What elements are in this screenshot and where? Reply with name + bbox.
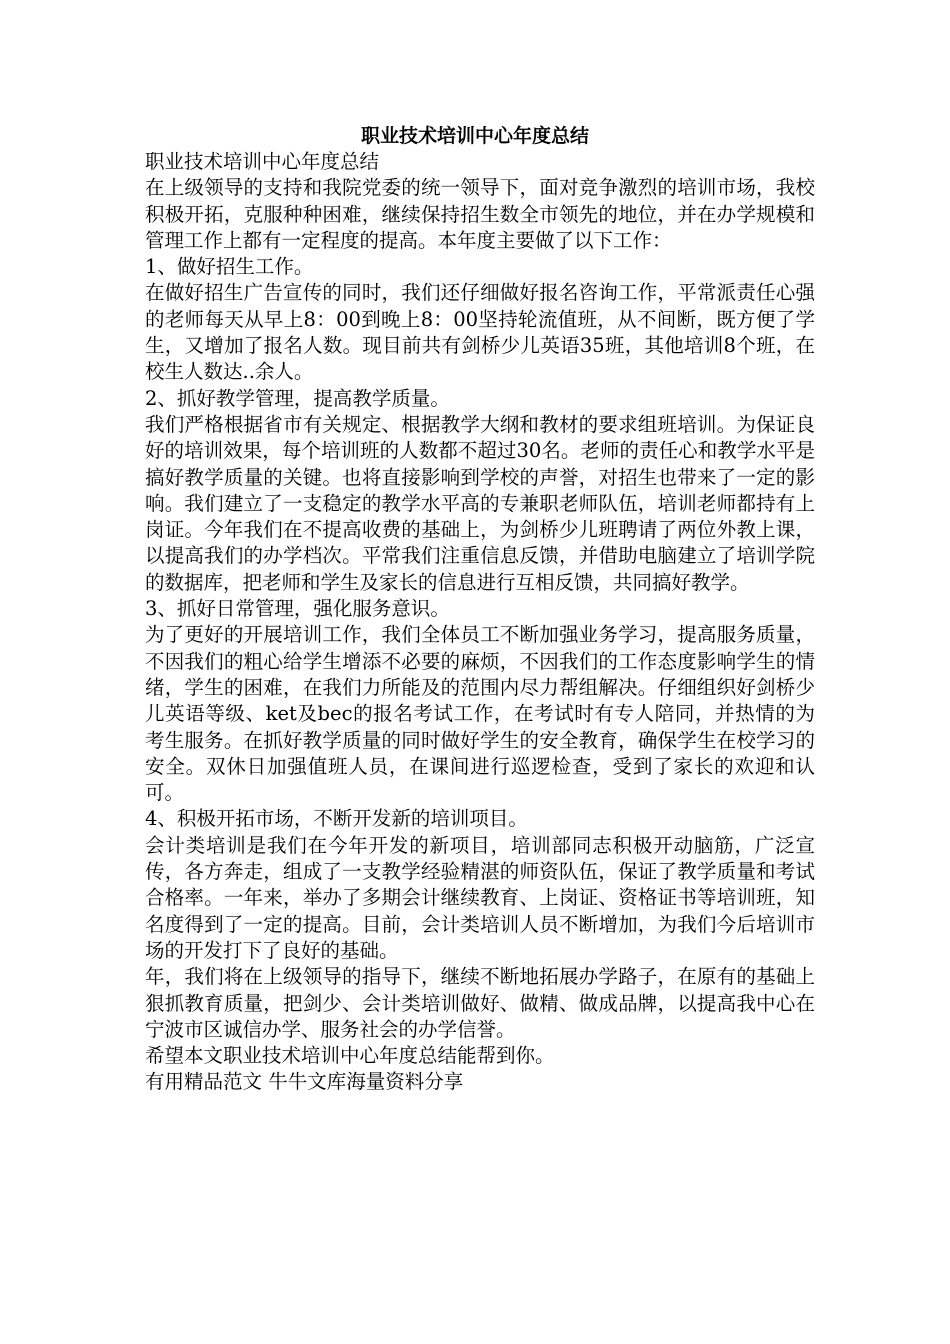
section-heading-2: 2、抓好教学管理，提高教学质量。 <box>145 386 450 410</box>
document-title: 职业技术培训中心年度总结 <box>360 125 589 147</box>
closing-note: 希望本文职业技术培训中心年度总结能帮到你。 <box>145 1044 555 1068</box>
footer-note: 有用精品范文 牛牛文库海量资料分享 <box>145 1070 464 1094</box>
section-heading-1: 1、做好招生工作。 <box>145 255 314 279</box>
section-paragraph-4: 会计类培训是我们在今年开发的新项目，培训部同志积极开动脑筋，广泛宣传，各方奔走，组成了一支教学经验精湛的师资队伍，保证了教学质量和考试合格率。一年来，举办了多期会计继续教育、上岗证、资格证书等培训班，知名度得到了一定的提高。目前，会计类培训人员不断增加，为我们今后培训市场的开发打下了良好的基础。 <box>145 833 815 962</box>
section-heading-4: 4、积极开拓市场，不断开发新的培训项目。 <box>145 807 528 831</box>
intro-paragraph: 在上级领导的支持和我院党委的统一领导下，面对竞争激烈的培训市场，我校积极开拓，克服种种困难，继续保持招生数全市领先的地位，并在办学规模和管理工作上都有一定程度的提高。本年度主要做了以下工作： <box>145 176 815 252</box>
section-paragraph-3: 为了更好的开展培训工作，我们全体员工不断加强业务学习，提高服务质量，不因我们的粗心给学生增添不必要的麻烦，不因我们的工作态度影响学生的情绪，学生的困难，在我们力所能及的范围内尽力帮组解决。仔细组织好剑桥少儿英语等级、ket及bec的报名考试工作，在考试时有专人陪同，并热情的为考生服务。在抓好教学质量的同时做好学生的安全教育，确保学生在校学习的安全。双休日加强值班人员，在课间进行巡逻检查，受到了家长的欢迎和认可。 <box>145 623 815 805</box>
section-heading-3: 3、抓好日常管理，强化服务意识。 <box>145 597 450 621</box>
document-body <box>145 149 815 1096</box>
subtitle-line: 职业技术培训中心年度总结 <box>145 150 380 173</box>
section-paragraph-2: 我们严格根据省市有关规定、根据教学大纲和教材的要求组班培训。为保证良好的培训效果，每个培训班的人数都不超过30名。老师的责任心和教学水平是搞好教学质量的关键。也将直接影响到学校的声誉，对招生也带来了一定的影响。我们建立了一支稳定的教学水平高的专兼职老师队伍，培训老师都持有上岗证。今年我们在不提高收费的基础上，为剑桥少儿班聘请了两位外教上课，以提高我们的办学档次。平常我们注重信息反馈，并借助电脑建立了培训学院的数据库，把老师和学生及家长的信息进行互相反馈，共同搞好教学。 <box>145 412 815 594</box>
section-paragraph-1: 在做好招生广告宣传的同时，我们还仔细做好报名咨询工作，平常派责任心强的老师每天从早上8：00到晚上8：00坚持轮流值班，从不间断，既方便了学生，又增加了报名人数。现目前共有剑桥少儿英语35班，其他培训8个班，在校生人数达..余人。 <box>145 281 815 384</box>
closing-paragraph: 年，我们将在上级领导的指导下，继续不断地拓展办学路子，在原有的基础上狠抓教育质量，把剑少、会计类培训做好、做精、做成品牌，以提高我中心在宁波市区诚信办学、服务社会的办学信誉。 <box>145 965 815 1041</box>
